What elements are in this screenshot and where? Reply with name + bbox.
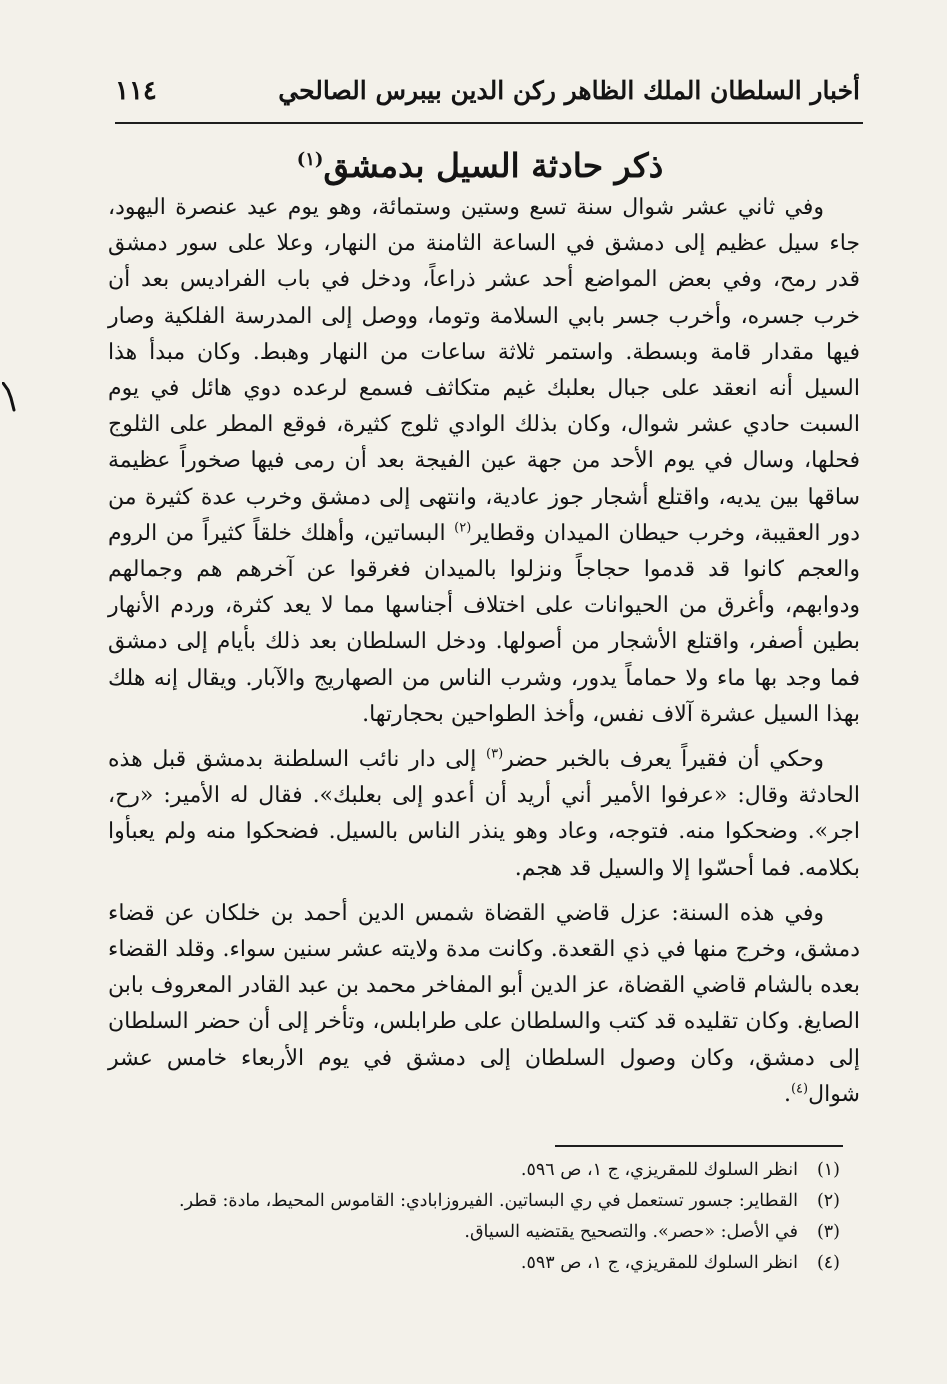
footnote xyxy=(150,1155,840,1186)
footnotes xyxy=(150,1155,840,1279)
paragraph-judge xyxy=(108,896,860,1113)
footnote-text: انظر السلوك للمقريزي، ج ١، ص ٥٩٣. xyxy=(520,1253,798,1273)
footnote-rule xyxy=(555,1145,843,1147)
margin-mark-icon xyxy=(2,382,16,412)
page-header xyxy=(115,68,860,118)
footnote-number: (٣) xyxy=(816,1222,840,1242)
running-title: أخبار السلطان الملك الظاهر ركن الدين بيبرس الصالحي xyxy=(278,76,860,105)
chapter-note-ref: (١) xyxy=(296,149,324,170)
chapter-title xyxy=(160,132,800,194)
footnote-ref: (٤) xyxy=(790,1081,809,1097)
paragraph-text: وفي هذه السنة: عزل قاضي القضاة شمس الدين أحمد بن خلكان عن قضاء دمشق، وخرج منها في ذي القعدة. وكانت مدة ولايته عشر سنين سواء. وقلد القضاء بعده بالشام قاضي القضاة، عز الدين أبو المفاخر محمد بن عبد القادر المعروف بابن الصايغ. وكان تقليده قد كتب والسلطان على طرابلس، وتأخر إلى أن حضر السلطان إلى دمشق، وكان وصول السلطان إلى دمشق في يوم الأربعاء خامس عشر شوال xyxy=(108,900,860,1107)
footnote xyxy=(150,1248,840,1279)
paragraph-text: إلى دار نائب السلطنة بدمشق قبل هذه الحادثة وقال: «عرفوا الأمير أني أريد أن أعدو إلى بعلبك». فقال له الأمير: «رح، اجر». وضحكوا منه. فتوجه، وعاد وهو ينذر الناس بالسيل. فضحكوا منه ولم يعبأوا بكلامه. فما أحسّوا إلا والسيل قد هجم. xyxy=(108,747,860,881)
header-rule xyxy=(115,122,863,124)
footnote-number: (٢) xyxy=(816,1191,840,1211)
paragraph-text: البساتين، وأهلك خلقاً كثيراً من الروم والعجم كانوا قد قدموا حجاجاً ونزلوا بالميدان فغرقوا عن آخرهم هم وجمالهم ودوابهم، وأغرق من الحيوانات على اختلاف أجناسها مما لا يعد كثرة، وردم الأنهار بطين أصفر، واقتلع الأشجار من أصولها. ودخل السلطان بعد ذلك بأيام إلى دمشق فما وجد بها ماء ولا حماماً يدور، وشرب الناس من الصهاريج والآبار. ويقال إنه هلك بهذا السيل عشرة آلاف نفس، وأخذ الطواحين بحجارتها. xyxy=(108,520,860,727)
page-number: ١١٤ xyxy=(115,76,157,106)
main-text xyxy=(108,190,860,1122)
footnote-ref: (٣) xyxy=(486,746,504,762)
chapter-title-text: ذكر حادثة السيل بدمشق xyxy=(323,146,664,185)
footnote-number: (٤) xyxy=(816,1253,840,1273)
footnote xyxy=(150,1186,840,1217)
paragraph-text: . xyxy=(783,1081,791,1107)
paragraph-faqir xyxy=(108,742,860,887)
paragraph-text: وحكي أن فقيراً يعرف بالخبر حضر xyxy=(503,747,824,773)
footnote-text: انظر السلوك للمقريزي، ج ١، ص ٥٩٦. xyxy=(520,1160,798,1180)
footnote-ref: (٢) xyxy=(454,520,472,536)
paragraph-flood xyxy=(108,190,860,733)
footnote-number: (١) xyxy=(816,1160,840,1180)
paragraph-text: وفي ثاني عشر شوال سنة تسع وستين وستمائة، وهو يوم عيد عنصرة اليهود، جاء سيل عظيم إلى دمشق في الساعة الثامنة من النهار، وعلا على سور دمشق قدر رمح، وفي بعض المواضع أحد عشر ذراعاً، ودخل في باب الفراديس بعد أن خرب جسره، وأخرب جسر بابي السلامة وتوما، ووصل إلى المدرسة الفلكية وصار فيها مقدار قامة وبسطة. واستمر ثلاثة ساعات من النهار وهبط. وكان مبدأ هذا السيل أنه انعقد على جبال بعلبك غيم متكاثف فسمع لرعده دوي هائل في يوم السبت حادي عشر شوال، وكان بذلك الوادي ثلوج كثيرة، فوقع المطر على الثلوج فحلها، وسال في يوم الأحد من جهة عين الفيجة بعد أن رمى فيها صخوراً عظيمة ساقها بين يديه، واقتلع أشجار جوز عادية، وانتهى إلى دمشق وخرب عدة كثيرة من دور العقيبة، وخرب حيطان الميدان وقطاير xyxy=(108,195,860,546)
footnote-text: في الأصل: «حصر». والتصحيح يقتضيه السياق. xyxy=(464,1222,798,1242)
footnote xyxy=(150,1217,840,1248)
footnote-text: القطاير: جسور تستعمل في ري البساتين. الفيروزابادي: القاموس المحيط، مادة: قطر. xyxy=(179,1191,798,1211)
